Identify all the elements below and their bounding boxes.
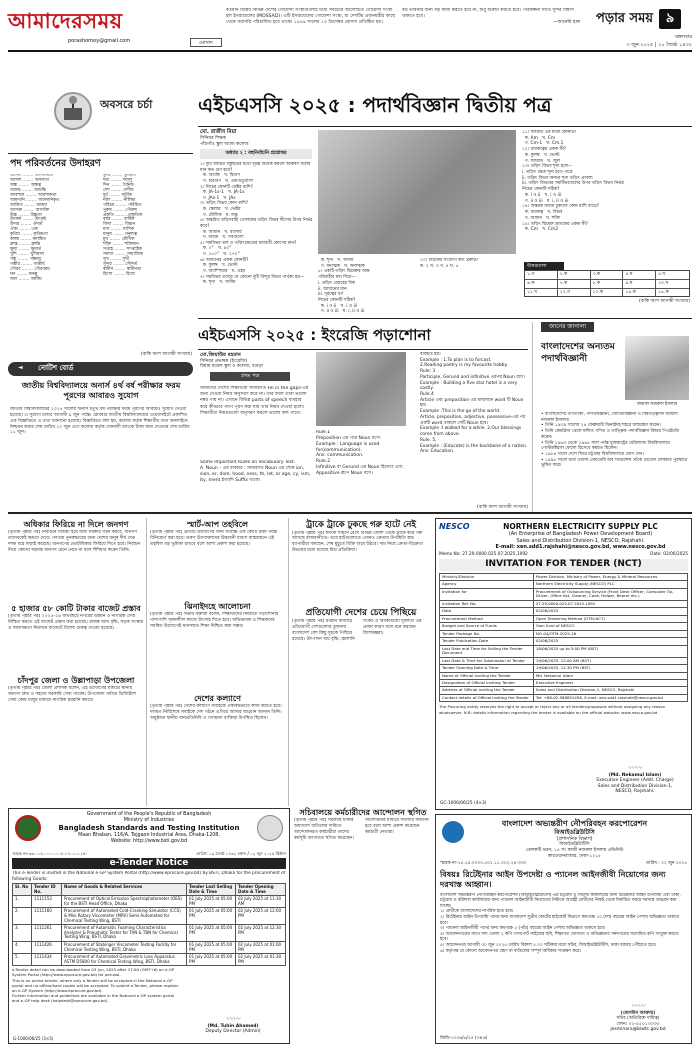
masthead-logo-block [8,8,188,48]
nesco-table-row [440,665,687,672]
biwtc-signer: (জেসমিন আক্তার) [620,1010,656,1016]
nesco-row-value: 02/06/2025 [535,608,559,614]
student-writing-photo [316,352,406,426]
news-body: (তৃতীয় পৃষ্ঠার পর) দেশের কল্যাণে সবাইকে ঐক্যবদ্ধভাবে কাজ করতে হবে। দলমত নির্বিশেষে সবাইকে দেশ গঠনে এগিয়ে আসার আহ্বান জানান তিনি। অনুষ্ঠানে স্থানীয় জনপ্রতিনিধি ও গণ্যমান্য ব্যক্তিরা উপস্থিত ছিলেন। [150,704,282,721]
scientist-box [532,322,692,512]
bsti-memo-date: তারিখ: ১৯ জ্যৈষ্ঠ ১৪৩২ বঙ্গাব্দ / ০২ জুন ২০২৫ খ্রিষ্টাব্দ [196,850,286,856]
nesco-row-value: Northern Electricity Supply (NESCO) PLC [535,581,615,587]
english-col-1: আমাদের দেশের শিক্ষার্থীরা সাধারণত Fill in the gaps-এর জন্য দেওয়া নিয়ম অনুসরণ করে না। তার ফলে তারা ভালো নম্বর পায় না। এখানে বিভিন্ন parts of speech ব্যবহার করে কীভাবে গ্যাপ পূরণ করা যায় তার নিয়ম দেওয়া হলো। শিক্ষার্থীরা নিয়মগুলো অনুসরণ করলে ভালো ফল পাবে। [200,386,309,416]
nesco-contact: E-mail: xen.sdd1.rajshahi@nesco.gov.bd, www.nesco.gov.bd [495,543,666,550]
english-author-desc: সিনিয়র প্রভাষক (ইংরেজি) বিয়াম মডেল স্কুল ও কলেজ, বগুড়া [200,358,264,370]
scientist-body: • বাংলাদেশের গণিতবিদ, পদার্থবিজ্ঞানী, জোতির্বিজ্ঞানী ও বিশ্বতত্ত্ববিদ জামাল নজরুল ইসলাম। • তিনি ১৯৩৯ সালের ২৪ ফেব্রুয়ারি ঝিনাইদহ শহরে জন্মগ্রহণ করেন। • তিনি কেমব্রিজ থেকে ফলিত গণিত ও তাত্ত্বিক পদার্থবিজ্ঞান বিষয়ে পিএইচডি করেন। • তিনি ১৯৬৩ থেকে ১৯৬৫ সাল পর্যন্ত যুক্তরাষ্ট্রের মেরিল্যান্ড বিশ্ববিদ্যালয়ে পোস্টডক্টরাল ফেলো হিসেবে কর্মরত ছিলেন। • ১৯৮৪ সালে দেশে ফিরে চট্টগ্রাম বিশ্ববিদ্যালয়ে যোগ দেন। • ১৯৯৮ সালে থার্ড ওয়ার্ল্ড একাডেমি অব সায়েন্সেস তাঁকে মেডেল লেকচার পুরস্কারে ভূষিত করে। [541,412,688,469]
answer-cell: ১৪.ক [623,289,656,297]
nesco-table-row [440,608,687,615]
bsti-intro: This e-Tender is invited in the National e-GP System Portal (http://www.eprocure.gov.bd) by BSTI, Dhaka for the procurement of following Goods: [12,870,286,882]
avosor-body: আসল ........ আসলিয়ত আসল ........ অসলতা অন্ধ ........ অন্ধত্ব অশুদ্ধ ........ অশুদ্ধি আবশ্যক ........ আবশ্যকতা আমদানি ........ আমদানিকৃত আশ্রিত ........ আশ্রয় আসক্ত ........ আসক্তি উচ্চ ........ উচ্চতা উৎকর্ষ ........ উৎকৃষ্ট উদার ........ ঔদার্য ঐক্য ........ এক কৃত্রিম ........ কৃত্রিমতা কলঙ্ক ........ কলঙ্কিত ক্লান্ত ........ ক্লান্তি ক্ষুধা ........ ক্ষুধার্ত খুশি ........ খুশিয়াল গন্ধ ........ গন্ধময় গম্ভীর ........ গাম্ভীর্য গৌরব ........ গৌরবময় ঘন ........ ঘনত্ব জল ........ জলীয় তুচ্ছ ........ তুচ্ছতা দয়া ........ দয়ালু দিন ........ দৈনিক দেশ ........ দেশীয় ধর্ম ........ ধার্মিক নীল ........ নীলিমা পরিচয় ........ পরিচিত পুরুষ ........ পৌরুষ প্রকৃতি ........ প্রাকৃতিক বছর ........ বার্ষিক বিদ্যা ........ বিদ্বান মাস ........ মাসিক মানুষ ........ মনুষ্যত্ব মুখ ........ মৌখিক শক্তি ........ শক্তিমান সপ্তাহ ........ সাপ্তাহিক সমাজ ........ সামাজিক সুখ ........ সুখী সুন্দর ........ সৌন্দর্য স্বাধীন ........ স্বাধীনতা হিংসা ........ হিংস্র [10,174,143,282]
news-title: অধিকার ফিরিয়ে না দিলে জনগণ [23,520,129,529]
weekday: মঙ্গলবার [675,34,692,40]
signature-scribble: 〰〰 [226,1015,240,1023]
nesco-row-value: 19/06/2025, 12.30 PM (BST) [535,665,591,671]
nesco-company: NORTHERN ELECTRICITY SUPPLY PLC [503,522,658,531]
bsti-gd: G-1006/06/25 (3×5) [13,1036,54,1041]
bsti-cell: 1111160 [32,908,62,924]
bsti-table [12,883,286,966]
nesco-table-row [440,687,687,694]
bsti-header-cell: Name of Goods & Related Services [62,884,187,895]
answer-cell: ১৩.ক [591,289,624,297]
nesco-row-label: Name of Official Inviting the Tender [440,673,534,679]
english-byline [200,352,320,370]
answer-cell: ২.ক [558,271,591,279]
bsti-address: Maan Bhaban, 116/A, Tejgaon Industrial Area, Dhaka-1208, [78,832,220,838]
bsti-table-row [13,908,285,925]
news-column-3b [292,608,430,806]
biwtc-memo: স্মারক নং-১৮.১৪.০০০০.৫০২.১১.০০২.২৪-৩৩৩ [440,861,527,867]
quote-text: বড় ভাবনার জন্য বড় কাজ করতে হবে না, শুধু শুরুটা করতে হবে। পরিকল্পনা সাথে সুন্দর বিশ্বাস থাকতে হবে। [402,8,576,19]
nesco-row-value: 27.29.0000.025.07.2025.1092 [535,600,596,606]
news-title: দেশের কল্যাণে [194,694,241,703]
biwtc-signer-title: সচিব (অতিরিক্ত দায়িত্ব) ফোন: ০২-৫৫০১৩৩৩৩ jesminara@biwtc.gov.bd [610,1016,666,1033]
mosaic-tag: মোসাদ [190,38,222,47]
avosor-cont: (বাকি অংশ আগামী সংখ্যায়) [141,352,192,357]
bsti-logo-icon [257,815,283,841]
nesco-row-value: Md. Nekamul Islam [535,672,574,678]
nesco-row-label: Invitation for [440,589,534,600]
answer-cell: ৪.ঘ [623,271,656,279]
bsti-cell: 1. [13,896,32,907]
nesco-row-value: Open Tendering Method (OTM-NCT) [535,615,605,621]
bsti-ministry: Ministry of Industries [123,817,175,823]
nesco-row-value: Sales and Distribution Division-1, NESCO, Rajshahi [535,687,635,693]
answer-cell: ১০.খ [658,280,669,286]
physics-cont: (বাকি অংশ আগামী সংখ্যায়) [639,299,690,305]
bsti-cell: 01 July 2025 at 05:00 PM [187,925,236,941]
nesco-row-value: Executive Engineer [535,680,574,685]
nesco-table-row [440,658,687,665]
news-body: (তৃতীয় পৃষ্ঠার পর) সভায় বক্তারা বলেন, শিক্ষার্থীদের নিয়মিত পড়াশোনার পাশাপাশি সৃজনশীল কাজে উৎসাহ দিতে হবে। অভিভাবক ও শিক্ষকদের সমন্বিত উদ্যোগেই মানসম্মত শিক্ষা নিশ্চিত করা সম্ভব। [150,612,279,629]
nesco-row-value: Tel: +88-02-588851456, E-mail: xen.sdd1.rajshahi@nesco.gov.bd [535,694,663,700]
bsti-cell: Procurement of Stabinger Viscometer Testing Facility for Chemical Testing Wing, BSTI, Dhaka [62,942,187,953]
nesco-row-value: Procurement of Outsourcing Service (Front Desk Officer, Computer Op, Driver, Office Ast, Cleaner, Cook, Helper, Bearer etc.) [535,588,674,599]
bsti-memo-no: স্মারক নং-৩৬.০১৪.০০০০.০০৮.০৭.০০১.২৫- [12,850,88,856]
masthead-rule [8,50,692,52]
mid-rule [8,512,692,514]
news-body: (তৃতীয় পৃষ্ঠার পর) ঈদকে সামনে রেখে বিভিন্ন জেলা থেকে ট্রাকে করে গরু আসছে রাজধানীতে। তবে হাটগুলোতে এখনও ক্রেতার উপস্থিতি কম। ব্যাপারীরা বলছেন, শেষ মুহূর্তে বিক্রি জমে উঠবে। দাম নিয়ে ক্রেতা-বিক্রেতা উভয়ের মধ্যে রয়েছে মিশ্র প্রতিক্রিয়া। [292,530,423,554]
nesco-row-value: 19/06/2025, 12.00 AM (BST) [535,657,591,663]
bsti-cell: 01 July 2025 at 05:00 PM [187,942,236,953]
bsti-header-cell: Tender Last Selling Date & Time [187,884,236,895]
news-column-1 [8,520,144,805]
nesco-table [439,573,688,703]
answer-cell: ৯.ঘ [623,280,656,288]
news-title: চাঁদপুর জেলা ও উল্লাপাড়া উপজেলা [17,676,135,685]
english-rule [198,349,528,350]
signature-scribble: 〰〰 [628,763,642,772]
nesco-row-label: Budget and Source of Funds [440,623,534,629]
biwtc-memo-date: তারিখ : ০২ জুন ২০২৫ [646,861,687,867]
nesco-table-row [440,680,687,687]
bsti-website: Website: http://www.bsti.gov.bd [110,838,188,844]
bsti-signer: (Md. Tuhin Ahamed) [207,1023,259,1029]
physics-author-desc: সিনিয়র শিক্ষক পাঁচগাঁও স্কুল অ্যান্ড কলেজ [200,135,249,147]
english-cont: (বাকি অংশ আগামী সংখ্যায়) [477,505,528,510]
quote-block [402,8,580,48]
biwtc-subject: বিষয়ঃ রিটেইনার আইন উপদেষ্টা ও প্যানেল আইনজীবী নিয়োগের জন্য দরখাস্ত আহ্বান। [440,869,666,889]
nesco-row-label: Last Date and Time for Selling the Tender Document [440,646,534,657]
nesco-row-value: NO-04/OTM-2025-26 [535,630,577,636]
physics-chapter: অধ্যায় ২ : বহুনির্বাচনি প্রশ্নোত্তর [200,149,312,159]
bsti-cell: Procurement of Automated Gravimetric Loss Apparatus ASTM D5800 for Chemical Testing Wing, BSTI, Dhaka [62,954,187,965]
bsti-cell: 4. [13,942,32,953]
biwtc-logo-icon [442,821,464,843]
nesco-memo-date: Date: 02/06/2025 [650,552,688,558]
page-number: ৯ [659,9,681,29]
nesco-memo-no: Memo No: 27.29.0000.025.07.2025.1092 [439,552,528,558]
nesco-table-row [440,616,687,623]
news-body: (তৃতীয় পৃষ্ঠার পর) জেলা প্রশাসক বলেন, এই উদ্যোগের মাধ্যমে স্থানীয় জনগণ দ্রুত ও সহজে সরকারি সেবা পাবেন। উপজেলা পর্যায়ে ডিজিটাল সেবা কেন্দ্র চালুর মাধ্যমে নাগরিক হয়রানি কমবে। [8,686,136,703]
nesco-row-label: Tender Opening Date & Time [440,665,534,671]
biwtc-notice-ad [435,814,692,1044]
answers-heading: উত্তরমালা [524,262,564,270]
news-body: (তৃতীয় পৃষ্ঠার পর) সরকারি চাকরি অধ্যাদেশ বাতিলের দাবিতে আন্দোলনরত কর্মচারীরা তাদের কর্মসূচি আপাতত স্থগিত করেছেন। আলোচনার মাধ্যমে সমস্যার সমাধান হবে বলে আশা প্রকাশ করেছেন কর্মচারী নেতারা। [294,818,429,841]
physics-title: এইচএসসি ২০২৫ : পদার্থবিজ্ঞান দ্বিতীয় পত্র [198,93,552,117]
nesco-row-value: 18/06/2025 up to 5:00 PM (BST) [535,645,599,651]
bsti-cell: 02 July 2025 at 01:00 PM [238,942,282,952]
nesco-table-row [440,601,687,608]
bsti-cell: 1111426 [32,942,62,953]
bsti-table-row [13,954,285,965]
nesco-sub: (An Enterprise of Bangladesh Power Development Board) [508,531,653,538]
answers-row [525,271,689,280]
nesco-signature-block [585,764,685,795]
bsti-cell: 1111261 [32,925,62,941]
bsti-signer-title: Deputy Director (Admin) [205,1029,261,1035]
news-column-4 [294,808,432,1044]
bsti-cell: 01 July 2025 at 05:00 PM [187,896,236,907]
nesco-row-label: Tender Publication Date [440,638,534,644]
mosaic-top-story: বর্তমান বিশ্বের বিভিন্ন দেশের গোয়েন্দা সংস্থাগুলোর মধ্যে সবচেয়ে আলোচিত গোয়েন্দা সংস্থা হল ইসরায়েলের (MOSSAD)। এটি ইসরায়েলের গোয়েন্দা সংস্থা, যা দেশটির প্রধানমন্ত্রীর কাছে থেকে সরাসরি পরিচালিত হয়ে থাকে। ১৯৪৯ সালের ১৩ ডিসেম্বর মোসাদ প্রতিষ্ঠিত হয়। [226,8,396,25]
nesco-table-row [440,581,687,588]
biwtc-gd: জিডি-১০০৬/৬/২৫ (৩×৬) [440,1035,488,1041]
english-paper-tag: প্রথম পত্র [210,372,290,381]
english-title: এইচএসসি ২০২৫ : ইংরেজি পড়াশোনা [198,326,431,344]
nesco-footnote: The Procuring entity reserves the right to accept or reject any or all tenders/proposals without assigning any reason whatsoever. N.B: details information regarding the tender is available on the official website: www.nesco.gov.bd [439,704,666,715]
signature-scribble: 〰〰 [631,1001,645,1010]
newspaper-email: porashomoy@gmail.com [68,38,131,45]
bsti-cell: 01 July 2025 at 05:00 PM [187,908,236,924]
notice-board-tag: নোটিশ বোর্ড [38,364,74,372]
physics-answer-box [524,262,690,305]
notice-body: জাতীয় বিশ্ববিদ্যালয়ের ২০২৪ সালের অনার্স চতুর্থ বর্ষ পরীক্ষার ফরম পূরণের আবারও সুযোগ দেওয়া হয়েছে। এ সুযোগ চলবে আগামী ৯ জুন পর্যন্ত। রোববার জাতীয় বিশ্ববিদ্যালয়ের ওয়েবসাইটে প্রকাশিত এক বিজ্ঞপ্তিতে এ তথ্য জানানো হয়েছে। বিজ্ঞপ্তিতে বলা হয়, কলেজ কর্তৃক শিক্ষার্থীর তথ্য অনলাইনে নিশ্চয়ন করার শেষ তারিখ ১০ জুন এবং কলেজ কর্তৃক সোনালী ব্যাংকে টাকা জমা দেওয়ার শেষ তারিখ ১১ জুন। [10,407,190,436]
english-col-3: Rule.1 Preposition এর পরে Noun বসে। Example : Language is used for(communication). Ans: communication. Rule.2 Infinitive বা Gerund এর Noun হিসেবে এবং Appositive রূপে Noun বসে। [316,430,403,476]
bsti-cell: 02 July 2025 at 12:00 PM [238,908,282,919]
bsti-cell: 2. [13,908,32,924]
bsti-cell: 01 July 2025 at 05:00 PM [187,954,236,965]
answers-row [525,280,689,289]
news-body: (তৃতীয় পৃষ্ঠার পর) প্রতিটি উদ্যোগের জন্য সর্বোচ্চ এক কোটি টাকা পর্যন্ত বিনিয়োগ করা হবে। তরুণ উদ্যোক্তাদের উদ্ভাবনী ধারণা বাস্তবায়নে এই তহবিল বড় ভূমিকা রাখবে বলে আশা প্রকাশ করা হয়েছে। [150,530,277,547]
nesco-tender-ad [435,518,692,810]
nesco-row-label: Last Date & Time for Submission of Tender [440,658,534,664]
news-column-2 [150,520,285,805]
biwtc-address: বিআইডব্লিউটিসি ডেলকটি ভবন, ১৫ সং কাজী নজরুল ইসলাম এভিনিউ কারওয়ানবাজার, ঢাকা-১২১৫ [525,842,624,859]
govt-emblem-icon [15,815,41,841]
avosor-rule [8,153,193,154]
bsti-table-row [13,942,285,954]
answer-cell: ৫.খ [658,272,666,278]
scientist-caption: জামাল নজরুল ইসলাম [636,402,678,407]
english-col-2: Some Important Rules on Vocabulary Test. A. Noun – এর ব্যবহার : সাধারণত Noun এর শেষে ion, sion, er, dom, hood, ness, th, let, or age, cy, ism, ity, ment ইত্যাদি Suffix থাকে। [200,460,311,483]
nesco-table-row [440,695,687,701]
nesco-row-value: Power Division, Ministry of Power, Energy & Mineral Resources [535,573,658,579]
news-body: (তৃতীয় পৃষ্ঠার পর) রপ্তানি বাজারে প্রতিযোগী দেশগুলোর তুলনায় বাংলাদেশ বেশ কিছু সূচকে পিছিয়ে রয়েছে। উৎপাদন ব্যয় বৃদ্ধি, জ্বালানি সংকট ও অবকাঠামো দুর্বলতা এর প্রধান কারণ বলে মনে করছেন বিশেষজ্ঞরা। [292,619,422,642]
bsti-cell: 02 July 2025 at 01:30 PM [238,954,282,964]
physics-rule [198,126,692,127]
bsti-table-row [13,896,285,908]
english-col-4: ব্যবহৃত হয়। Example : 1.To plan is to forcast. 2.Reading poetry is my favourite hobby. Rule: 3 Participle, Gerund and infinitive এরপর Noun বসে। Example : Building a five star hotel is a very costly. Rule.4 Article এবং preposition এর মাঝখানে word টি Noun হয়। Example :This is the go of the world. Article, preposition, adjective, possessive-এর পর একটি word থাকলে সেটি Noun হবে। Example :I walked for a while. 2.Our blessings come from above. Rule. 5. Example : (Educate) is the backbone of a nation. Ans: Education. [420,352,528,455]
nesco-banner: INVITATION FOR TENDER (NCT) [439,559,688,570]
nesco-table-row [440,574,687,581]
biwtc-signature-block [593,1002,683,1033]
scientist-portrait [625,336,689,400]
nesco-row-label: Ministry/Division [440,574,534,580]
bsti-gov: Government of the People's Republic of Bangladesh [86,812,212,817]
notice-icon: ◄ [18,364,23,371]
nesco-table-row [440,673,687,680]
section-rule [198,318,692,319]
biwtc-org: বাংলাদেশ অভ্যন্তরীণ নৌপরিবহন করপোরেশন [501,819,648,828]
column-divider [146,518,147,806]
avosor-heading: পদ পরিবর্তনের উদাহরণ [10,158,101,169]
nesco-signer-title: Executive Engineer (Addl. Charge) Sales and Distribution Division-1, NESCO, Rajshahi. [596,778,674,795]
nesco-row-label: Address of Official Inviting the Tender [440,687,534,693]
physics-col-1: ১। দুটি আহিত বস্তুদ্বয়ের মধ্যে দূরত্ব অর্ধেক করলে আকর্ষণ বলের মান কত গুণ হবে? ক. অর্ধেক খ. দ্বিগুণ গ. চারগুণ ঘ. এক-চতুর্থাংশ ২। নিচের কোনটি ভেক্টর রাশি? ক. JA-1s-1 খ. JA-1s গ. JAs-1 ঘ. JAs ৩। তড়িৎ বিভব কোন রাশি? ক. স্কেলার খ. ভেক্টর গ. মৌলিক ঘ. লব্ধ ৪। অন্তরিত তড়িৎবাহী গোলকের তড়িৎ বিভব কীসের উপর নির্ভর করে? ক. আধান খ. ব্যাসার্ধ গ. মাধ্যম ঘ. সবগুলো ৫। সমবিভব তল ও তড়িৎক্ষেত্রের মধ্যবর্তী কোণের মান? ক. ০° খ. ৯০° গ. ১৮০° ঘ. ২৭০° ৬। আধানের একক কোনটি? ক. কুলম্ব খ. ভোল্ট গ. অ্যাম্পিয়ার ঘ. ওহম ৭। সমবিভব তলের যে কোনো দুটি বিন্দুর বিভব পার্থক্য হয়— ক. শূন্য খ. অসীম [200,162,313,286]
physics-byline [200,129,310,147]
nesco-row-label: Agency [440,581,534,587]
news-column-3 [292,520,430,608]
answer-cell: ৩.ক [591,271,624,279]
avosor-logo-block [48,86,180,154]
physics-author: মো. রাজীব মিয়া [200,129,237,135]
english-author: মো.জিয়াউর রহমান [200,352,241,358]
bsti-header-cell: Sl. No [13,884,32,895]
bsti-table-header [13,884,285,896]
news-title: ৫ হাজার ৫৮ কোটি টাকার বাজেট প্রস্তাব [11,604,141,613]
nesco-row-label: Tender Package No. [440,631,534,637]
physics-col-3: ১১। ফ্যারাড এর মাত্রা কোনটি? ক. Am খ. Cm গ. Cm-1 ঘ. Cm.1 ১২। ধারকত্বের একক কী? ক. কুলম্ব খ. ভোল্ট গ. ফ্যারাড ঘ. জুল ১৩। তড়িৎ বিভব শূন্য হলে— i. তড়িৎ ক্ষেত্র শূন্য হতে পারে ii. তড়িৎ বিভব অন্যত্র শূন্য তড়িৎ প্রাবল্য iii. তড়িৎ বিভবের সমবিভবতলের উপর তড়িৎ বিভব নির্ভর নিচের কোনটি সঠিক? ক. i ও ii খ. i ও iii গ. ii ও iii ঘ. i, ii ও iii ১৪। অন্তরক মাধ্যম ঢুকালে কোন রাশি বাড়ে? ক. ধারকত্ব খ. বিভব গ. আধান ঘ. শক্তি ১৫। তড়িৎ দ্বিমেরু ভ্রামকের একক কী? ক. Cm খ. Cm2 [522,130,624,233]
column-divider [288,518,289,806]
news-body: (তৃতীয় পৃষ্ঠার পর) নির্বাচনে বিজয়ী হয়ে যারা সরকার গঠন করবে, জনগণ তাদেরকেই ক্ষমতা দেবে। গণতন্ত্র পুনরুদ্ধারের জন্য দেশের মানুষ দীর্ঘ দেড় দশক ধরে লড়াই করেছে। জনগণের ভোটাধিকার ফিরিয়ে দিতে হবে। নির্বাচন নিয়ে কোনো ষড়যন্ত্র জনগণ মেনে নেবে না বলে হুঁশিয়ার করেন তিনি। [8,530,141,553]
bsti-banner: e-Tender Notice [12,858,286,869]
newspaper-logo: আমাদেরসময় [8,9,123,33]
bsti-signature-block [183,1015,283,1035]
bsti-cell: Procurement of Optical Emission Spectrophotometer (OES) for the BSTI Head Office, Dhaka [62,896,187,907]
bsti-footer: e-Tender detail can be downloaded from 03 Jun, 2025 after 17:00 (GMT+6) on e-GP System Portal (http://www.eprocure.gov.bd) for perusal. This is an online tender, where only e-Tender will be accepted in the National e-GP portal and no offline/hard copies will be accepted. To submit e-Tender, please register on e-GP System (http://www.eprocure.gov.bd). Further information and guidelines are available in the National e-GP system portal and e-GP help desk (helpdesk@eprocure.gov.bd). [12,967,179,1003]
nesco-signer: (Md. Nekamul Islam) [608,772,662,778]
nesco-table-row [440,623,687,630]
bsti-header-cell: Tender ID No. [32,884,62,895]
nesco-dept: Sales and Distribution Division-1, NESCO, Rajshahi. [516,537,645,544]
bsti-cell: 1111434 [32,954,62,965]
issue-date: ৩ জুন ২০২৫ | ২০ জ্যৈষ্ঠ ১৪৩২ [626,42,692,48]
answer-cell: ১১.খ [525,289,558,297]
nesco-row-label: Procurement Method [440,616,534,622]
biwtc-body: বাংলাদেশ অভ্যন্তরীণ নৌপরিবহন করপোরেশন (বিআইডব্লিউটিসি)-এর চট্টগ্রাম ও সিলেট কার্যালয়ের জন্য রিটেইনার আইন উপদেষ্টা এবং ঢাকা, চট্টগ্রাম ও বরিশাল কার্যালয়ের জন্য প্যানেল আইনজীবী নিয়োগের নিমিত্তে আগ্রহী প্রার্থীদের নিকট থেকে নির্ধারিত ফরমে দরখাস্ত আহ্বান করা যাচ্ছে। ১। প্রার্থীকে বাংলাদেশের নাগরিক হতে হবে। ২। রিটেইনার আইন উপদেষ্টা পদের জন্য বাংলাদেশ সুপ্রীম কোর্টের হাইকোর্ট বিভাগে কমপক্ষে ১০ (দশ) বছরের আইন পেশায় অভিজ্ঞতা থাকতে হবে। ৩। প্যানেল আইনজীবী পদের জন্য কমপক্ষে ৫ (পাঁচ) বছরের আইন পেশায় অভিজ্ঞতা থাকতে হবে। ৪। আবেদনপত্রের সাথে সদ্য তোলা ২ কপি পাসপোর্ট সাইজের ছবি, শিক্ষাগত যোগ্যতা ও অভিজ্ঞতার সনদপত্রের সত্যায়িত কপি সংযুক্ত করতে হবে। ৫। আবেদনপত্র আগামী ৩০ জুন ২০২৫ তারিখ বিকাল ৫.০০ ঘটিকার মধ্যে সচিব, বিআইডব্লিউটিসি, ঢাকা বরাবর পৌঁছাতে হবে। ৬। কর্তৃপক্ষ যে কোনো আবেদনপত্র গ্রহণ বা বাতিলের সম্পূর্ণ অধিকার সংরক্ষণ করে। [440,892,681,954]
bsti-cell: Procurement of Automatic Foaming Characteristics Analyzer & Pneumatic Tester for TAN & TBN for Chemical Testing Wing, BSTI, Dhaka [62,925,187,941]
bsti-cell: 02 July 2025 at 12:30 PM [238,925,282,935]
students-photo [318,130,516,254]
bsti-table-row [13,925,285,942]
biwtc-sub: (প্রশাসনিক বিভাগ) [556,836,593,842]
bsti-cell: 1111153 [32,896,62,907]
answer-cell: ১.গ [525,271,558,279]
nesco-table-row [440,638,687,645]
news-title: সচিবালয়ে কর্মচারীদের আন্দোলন স্থগিত [299,808,427,817]
answer-cell: ১২.গ [558,289,591,297]
bsti-header-cell: Tender Opening Date & Time [238,884,274,894]
notice-title: জাতীয় বিশ্ববিদ্যালয়ে অনার্স ৪র্থ বর্ষ পরীক্ষার ফরম পূরণের আবারও সুযোগ [21,381,181,400]
physics-col-2b: ১০। ধারকের সংযোগ কত প্রকার? ক. ২ খ. ৩ গ. ৪ ঘ. ৫ [420,258,479,269]
biwtc-dept: বিআইডব্লিউটিসি [554,829,595,836]
answer-cell: ১৫.ক [658,289,669,295]
news-title: ঝিনাইদহে আলোচনা [184,602,251,611]
nesco-table-row [440,646,687,658]
bsti-cell: 02 July 2025 at 11:30 AM [238,896,282,906]
nesco-logo: NESCO [439,522,470,531]
bsti-cell: 3. [13,925,32,941]
section-name: পড়ার সময় [596,10,654,26]
section-header [596,8,688,30]
news-title: স্মার্ট-আপ তহবিলে [187,520,248,529]
answers-table [524,270,690,297]
nesco-row-value: 02/06/2025 [535,638,559,644]
bsti-tender-ad [8,808,290,1044]
news-title: ট্রাকে ট্রাকে ঢুকছে গরু হাটে নেই [306,520,416,530]
news-body: (তৃতীয় পৃষ্ঠার পর) ২০২৫-২৬ অর্থবছরে নগরের উন্নয়ন ও নাগরিক সেবা নিশ্চিত করতে এই বাজেট প্রস্তাব করা হয়েছে। রাজস্ব আয় বৃদ্ধি, সড়ক সংস্কার ও জলাবদ্ধতা নিরসনে বাজেটে বিশেষ গুরুত্ব দেওয়া হয়েছে। [8,614,144,631]
avosor-logo: অবসরে চর্চা [100,98,153,111]
nesco-row-label: Invitation Ref. No. [440,601,534,607]
nesco-row-label: Designation of Official Inviting Tender [440,680,534,686]
physics-col-2: ক. শূন্য খ. অসীম গ. ধনাত্মক ঘ. ঋণাত্মক ৮। একটি তড়িৎ দ্বিমেরুর অক্ষ পরিবাহীর মধ্য দিয়ে— i. তড়িৎ প্রবাহের দিক ii. আধানের মান iii. দূরত্বের বর্গ নিচের কোনটি সঠিক? ক. i ও ii খ. i ও iii গ. ii ও iii ঘ. i, ii ও iii [318,258,370,314]
answers-row [525,289,689,297]
bsti-cell: Procurement of Automated Cold-Cranking Simulator (CCS) & Mini Rotary Viscometer (MRV) Semi Automated for Chemical Testing Wing, BSTI [62,908,187,924]
nesco-row-label: Contact details of Official Inviting the Tender [440,695,534,701]
news-title: প্রতিযোগী দেশের চেয়ে পিছিয়ে [305,608,417,618]
scientist-tag: জানের জানালা [541,322,594,332]
quote-author: —আর্নেস্ট হাক [552,19,580,25]
answer-cell: ৭.ক [558,280,591,288]
nesco-row-label: Date [440,608,534,614]
book-lamp-icon [54,92,92,130]
nesco-gd: GC-1006/06/25 (4×3) [440,800,487,806]
answer-cell: ৮.ক [591,280,624,288]
nesco-table-row [440,631,687,638]
answer-cell: ৬.ক [525,280,558,288]
nesco-row-value: Own fund of NESCO [535,623,575,629]
bsti-cell: 5. [13,954,32,965]
notice-board-banner [8,362,193,376]
nesco-table-row [440,589,687,601]
scientist-title: বাংলাদেশের অন্যতম পদার্থবিজ্ঞানী [541,342,615,364]
bsti-name: Bangladesh Standards and Testing Institution [58,823,240,832]
